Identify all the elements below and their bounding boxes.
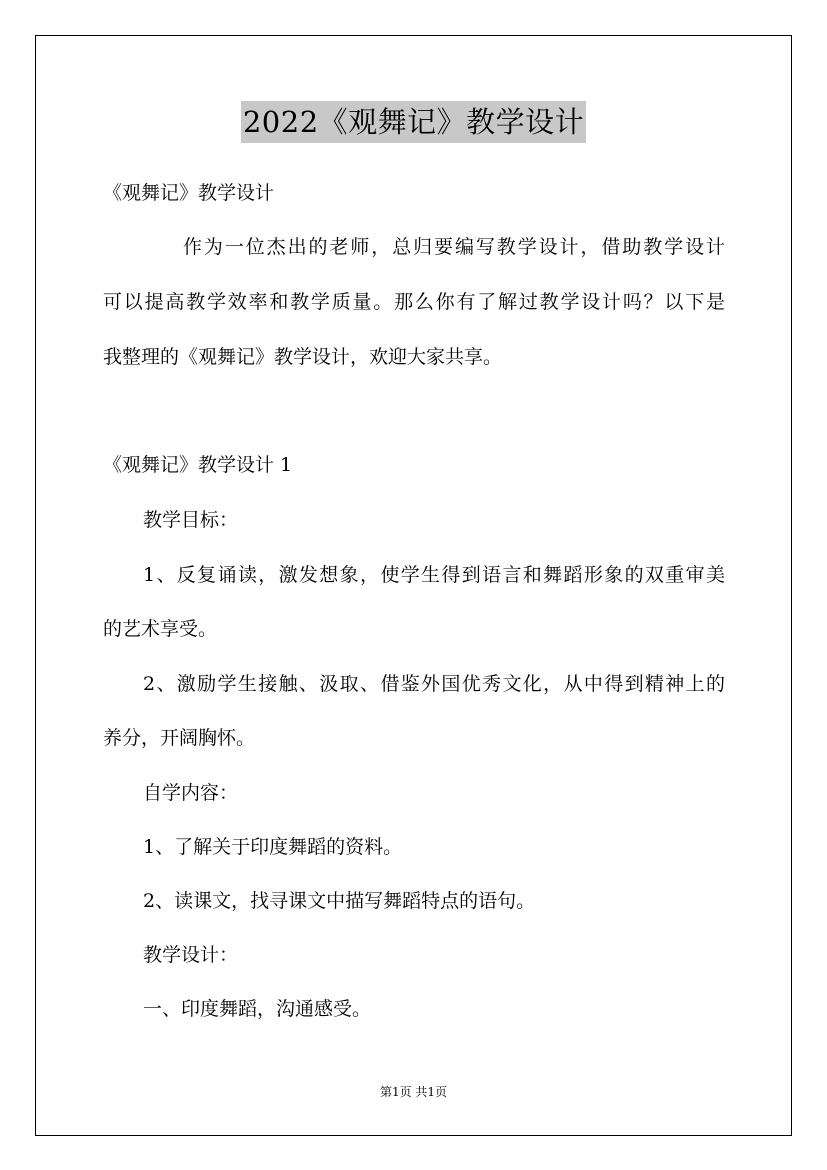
goal-1-line-2: 的艺术享受。 [103, 618, 218, 640]
goal-1-line-1: 1、反复诵读，激发想象，使学生得到语言和舞蹈形象的双重审美 [143, 564, 725, 586]
document-title: 2022《观舞记》教学设计 [241, 101, 586, 143]
design-label: 教学设计： [143, 944, 239, 966]
intro-line-2: 可以提高教学效率和教学质量。那么你有了解过教学设计吗？以下是 [103, 291, 725, 313]
goals-label: 教学目标： [143, 509, 239, 531]
document-subtitle: 《观舞记》教学设计 [103, 182, 275, 204]
intro-line-3: 我整理的《观舞记》教学设计，欢迎大家共享。 [103, 346, 503, 368]
goal-2-line-1: 2、激励学生接触、汲取、借鉴外国优秀文化，从中得到精神上的 [143, 673, 725, 695]
section-heading: 《观舞记》教学设计 1 [103, 454, 293, 476]
design-item-1: 一、印度舞蹈，沟通感受。 [143, 998, 372, 1020]
self-study-label: 自学内容： [143, 782, 239, 804]
page-footer: 第1页 共1页 [379, 1085, 448, 1099]
title-container [0, 101, 827, 143]
self-study-item-2: 2、读课文，找寻课文中描写舞蹈特点的语句。 [143, 890, 536, 912]
self-study-item-1: 1、了解关于印度舞蹈的资料。 [143, 836, 403, 858]
goal-2-line-2: 养分，开阔胸怀。 [103, 727, 256, 749]
intro-line-1: 作为一位杰出的老师，总归要编写教学设计，借助教学设计 [183, 236, 725, 258]
